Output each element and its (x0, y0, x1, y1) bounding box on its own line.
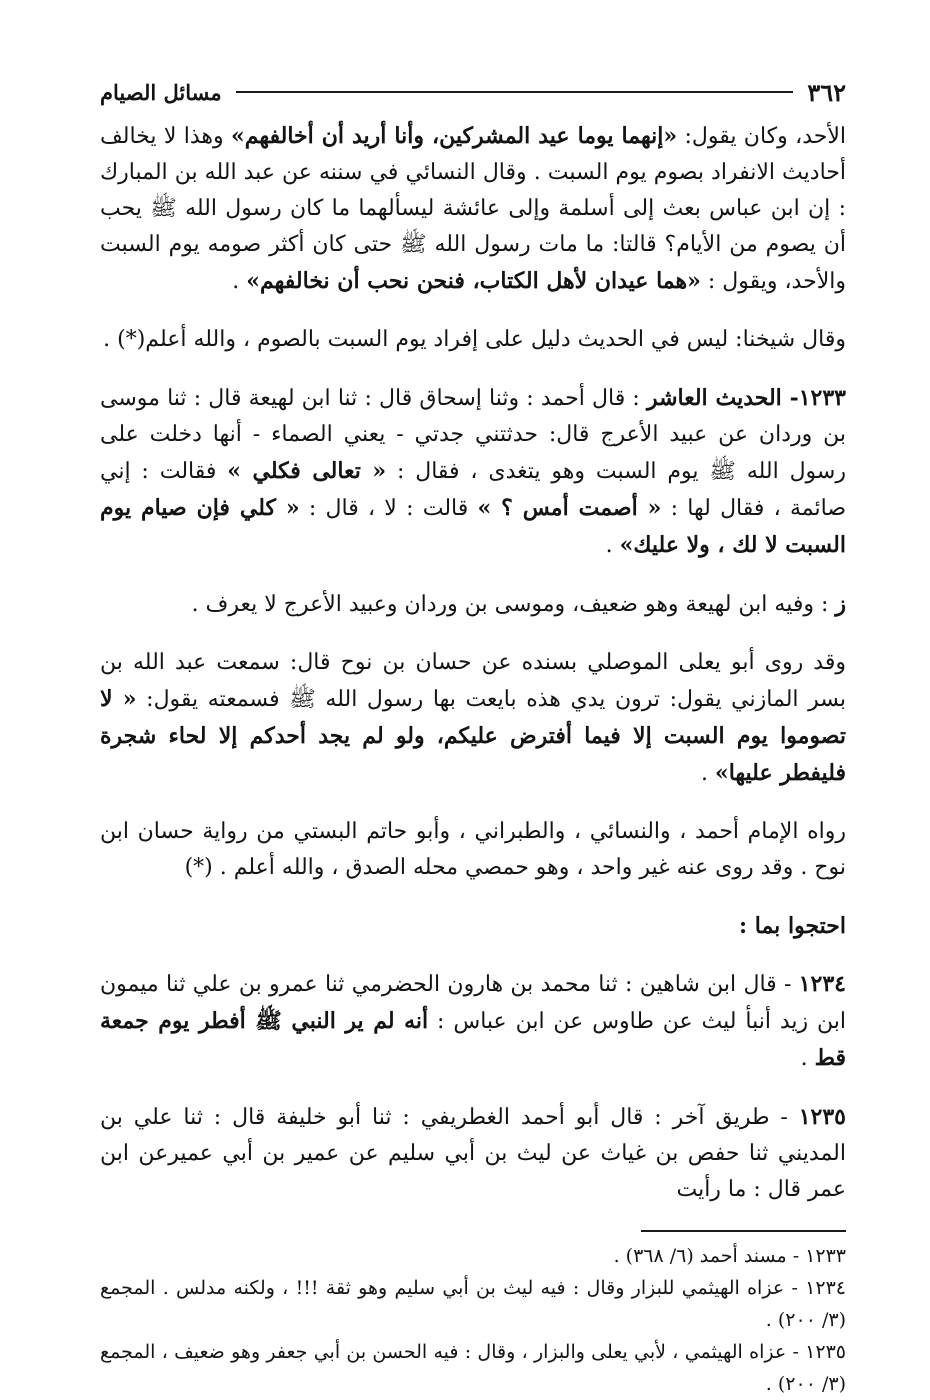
p3-text: . (605, 533, 620, 558)
paragraph-1 (100, 118, 846, 300)
p5-text: وقد روى أبو يعلى الموصلي بسنده عن حسان بن نوح قال: سمعت عبد الله بن بسر المازني يقول: ترون يدي هذه بايعت بها رسول الله ﷺ فسمعته يقول: (100, 650, 846, 712)
page-number: ٣٦٢ (807, 77, 846, 107)
footnote-1234: ١٢٣٤ - عزاه الهيثمي للبزار وقال : فيه ليث بن أبي سليم وهو ثقة !!! ، ولكنه مدلس . المجمع (٣/ ٢٠٠) . (100, 1277, 846, 1331)
p4-text: : وفيه ابن لهيعة وهو ضعيف، وموسى بن وردان وعبيد الأعرج لا يعرف . (191, 592, 836, 617)
p5-text: . (700, 761, 715, 786)
hadith-quote: «هما عيدان لأهل الكتاب، فنحن نحب أن نخالفهم» (246, 268, 701, 294)
paragraph-4 (100, 586, 846, 623)
p8-text: - قال ابن شاهين : ثنا محمد بن هارون الحضرمي ثنا عمرو بن علي ثنا ميمون ابن زيد أنبأ ليث عن طاوس عن ابن عباس : (100, 972, 846, 1034)
p8-text: . (800, 1046, 815, 1071)
hadith-quote: « تعالى فكلي » (227, 458, 387, 484)
footnote-rule (641, 1230, 846, 1232)
p1-text: وهذا لا يخالف أحاديث الانفراد بصوم يوم السبت . وقال النسائي في سننه عن عبد الله بن المبارك : إن ابن عباس بعث إلى أسلمة وإلى عائشة ليسألهما ما كان رسول الله ﷺ يحب أن يصوم من الأيام؟ قالتا: ما مات رسول الله ﷺ حتى كان أكثر صومه يوم السبت والأحد، ويقول : (100, 124, 846, 294)
book-page (100, 70, 846, 1400)
hadith-quote: « لا تصوموا يوم السبت إلا فيما أفترض عليكم، ولو لم يجد أحدكم إلا لحاء شجرة فليفطر عليها» (100, 686, 846, 786)
hadith-quote: «إنهما يوما عيد المشركين، وأنا أريد أن أخالفهم» (230, 123, 678, 149)
paragraph-5 (100, 645, 846, 792)
p3-text: قالت : لا ، قال : (299, 496, 478, 521)
paragraph-8 (100, 966, 846, 1077)
p1-text: الأحد، وكان يقول: (677, 124, 847, 149)
hadith-quote: « كلي فإن صيام يوم السبت لا لك ، ولا عليك» (100, 495, 846, 558)
header-rule (236, 91, 794, 93)
p9-text: - طريق آخر : قال أبو أحمد الغطريفي : ثنا أبو خليفة قال : ثنا علي بن المديني ثنا حفص بن غياث عن ليث بن أبي سليم عن عمير بن أبي عميرعن ابن عمر قال : ما رأيت (100, 1105, 846, 1202)
author-marker: ز (835, 591, 846, 617)
p1-text: . (232, 269, 247, 294)
paragraph-6: رواه الإمام أحمد ، والنسائي ، والطبراني ، وأبو حاتم البستي من رواية حسان ابن نوح . وقد روى عنه غير واحد ، وهو حمصي محله الصدق ، والله أعلم . (*) (100, 819, 846, 880)
paragraph-3 (100, 380, 846, 564)
hadith-quote: أنه لم ير النبي ﷺ أفطر يوم جمعة قط (100, 1008, 846, 1071)
paragraph-9 (100, 1099, 846, 1208)
p3-text: : قال أحمد : وثنا إسحاق قال : ثنا ابن لهيعة قال : ثنا موسى بن وردان عن عبيد الأعرج قال: حدثتني جدتي - يعني الصماء - أنها دخلت على رسول الله ﷺ يوم السبت وهو يتغدى ، فقال : (100, 386, 846, 484)
footnote-1235: ١٢٣٥ - عزاه الهيثمي ، لأبي يعلى والبزار ، وقال : فيه الحسن بن أبي جعفر وهو ضعيف ، المجمع (٣/ ٢٠٠) . (100, 1341, 846, 1395)
p3-text: فقالت : إني صائمة ، فقال لها : (100, 459, 847, 521)
paragraph-7: احتجوا بما : (738, 913, 846, 939)
footnote-1233: ١٢٣٣ - مسند أحمد (٦/ ٣٦٨) . (613, 1245, 846, 1267)
paragraph-2: وقال شيخنا: ليس في الحديث دليل على إفراد يوم السبت بالصوم ، والله أعلم(*) . (103, 327, 846, 352)
hadith-quote: « أصمت أمس ؟ » (477, 495, 662, 521)
hadith-number: ١٢٣٥ (798, 1104, 846, 1130)
hadith-heading: ١٢٣٣- الحديث العاشر (646, 385, 846, 411)
running-title: مسائل الصيام (100, 79, 222, 105)
running-header (100, 70, 846, 114)
hadith-number: ١٢٣٤ (798, 971, 846, 997)
